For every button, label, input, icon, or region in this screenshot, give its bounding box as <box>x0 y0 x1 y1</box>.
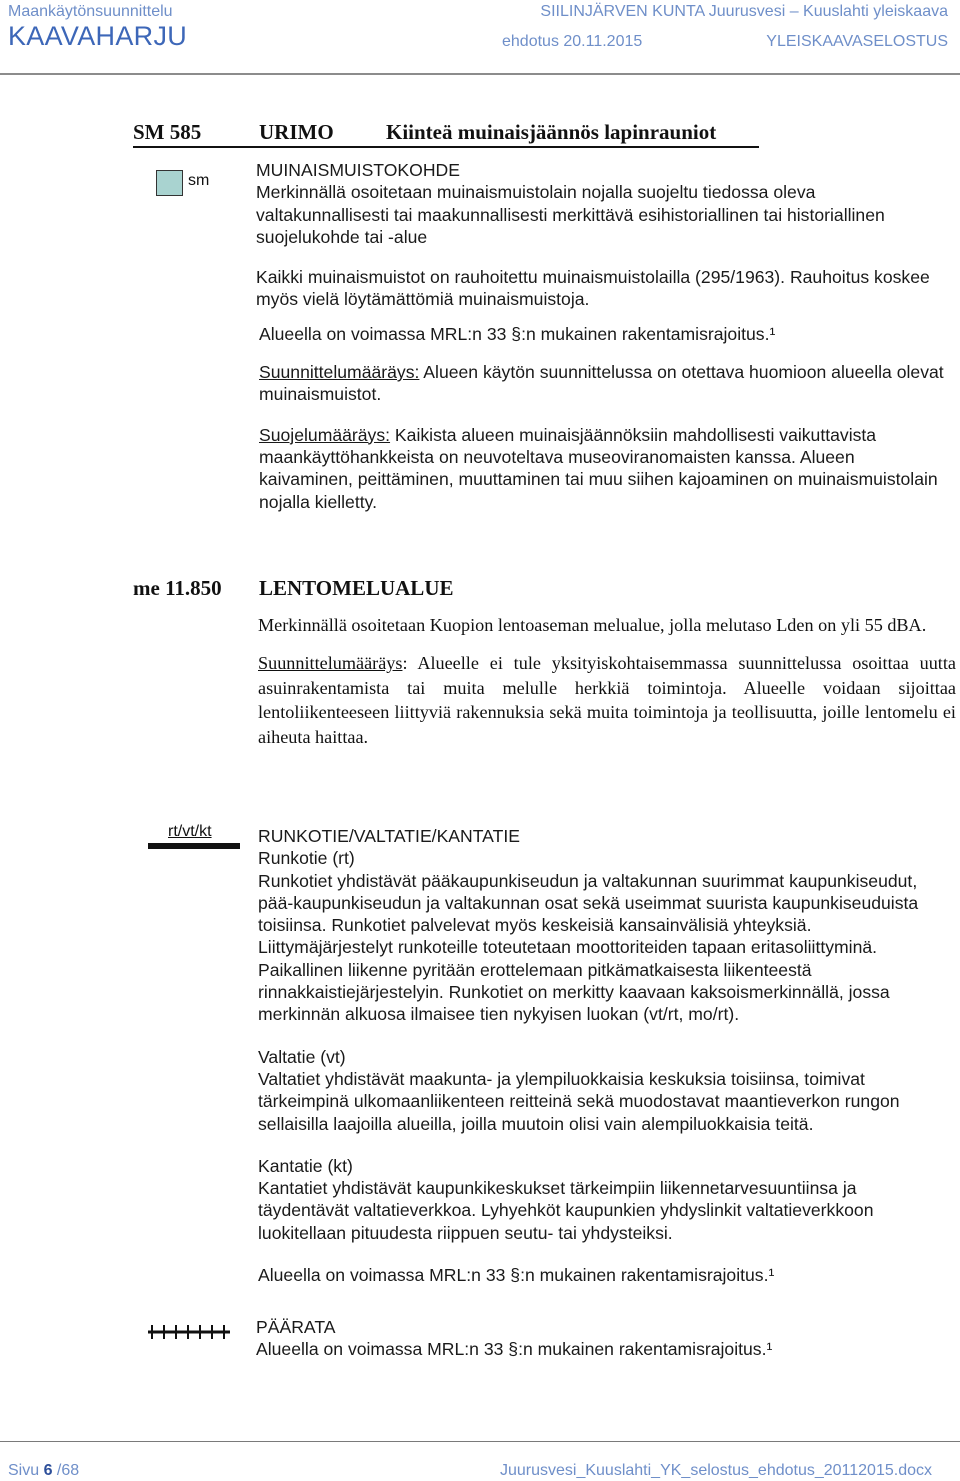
protection-regulation-text: Kaikista alueen muinaisjäännöksiin mahdollisesti vaikuttavista maankäyttöhankkeista on neuvoteltava museoviranomaisten kanssa. Alueen kaivaminen, peittäminen, muuttaminen tai muu siihen kajoaminen on muinaismuistolain nojalla kielletty. <box>259 424 938 512</box>
header-date: ehdotus 20.11.2015 <box>502 33 643 50</box>
road-para4: Alueella on voimassa MRL:n 33 §:n mukainen rakentamisrajoitus.¹ <box>258 1265 775 1286</box>
footer-divider <box>0 1441 960 1442</box>
road-sub3: Kantatie (kt) <box>258 1155 353 1176</box>
protection-regulation-label: Suojelumääräys: <box>259 424 391 445</box>
page-total: /68 <box>52 1462 80 1479</box>
me-para1: Merkinnällä osoitetaan Kuopion lentoaseman melualue, jolla melutaso Lden on yli 55 dBA. <box>258 615 927 635</box>
road-legend-block <box>258 825 946 1286</box>
road-para3: Kantatiet yhdistävät kaupunkikeskukset tärkeimpiin liikennetarvesuuntiinsa ja täydentävät valtatieverkkoa. Lyhyehköt kaupunkien yhdyslinkit valtatieverkkoon luokitellaan pituudesta riippuen seutu- tai yhdysteiksi. <box>258 1178 874 1243</box>
sm-legend-para4 <box>256 361 946 406</box>
sm-legend-label: sm <box>188 172 210 189</box>
sm-title-underline <box>133 146 759 148</box>
page-current: 6 <box>43 1462 53 1479</box>
road-heading: RUNKOTIE/VALTATIE/KANTATIE <box>258 826 520 846</box>
me-regulation-label: Suunnittelumääräys <box>258 653 403 674</box>
sm-name: URIMO <box>259 120 334 144</box>
road-para2: Valtatiet yhdistävät maakunta- ja ylempiluokkaisia keskuksia toisiinsa, toimivat tärkeimpinä ulkomaanliikenteen reitteinä sekä muodostavat maantieverkon rungon sellaisilla laajoilla alueilla, joilla muutoin olisi vain alempiluokkaisia teitä. <box>258 1068 900 1134</box>
sm-legend-heading: MUINAISMUISTOKOHDE <box>256 160 460 180</box>
header-doctype: YLEISKAAVASELOSTUS <box>766 33 948 50</box>
me-regulation-text: : Alueelle ei tule yksityiskohtaisemmassa suunnittelussa osoittaa uutta asuinrakentamista tai muita melulle herkkiä toimintoja. Alueelle voidaan sijoittaa lentoliikenteeseen liittyviä rakennuksia sekä muita toimintoja ja teollisuutta, joille lentomelu ei aiheuta haittaa. <box>258 653 956 747</box>
road-symbol-line <box>148 843 240 849</box>
rail-para1: Alueella on voimassa MRL:n 33 §:n mukainen rakentamisrajoitus.¹ <box>256 1339 773 1360</box>
sm-legend-para1: Merkinnällä osoitetaan muinaismuistolain nojalla suojeltu tiedossa oleva valtakunnallisesti tai maakunnallisesti merkittävä esihistoriallinen tai historiallinen suojelukohde tai -alue <box>256 182 885 247</box>
footer-filename: Juurusvesi_Kuuslahti_YK_selostus_ehdotus_20112015.docx <box>499 1462 932 1479</box>
railway-symbol-icon <box>146 1324 232 1340</box>
planning-regulation-label: Suunnittelumääräys: <box>259 362 420 383</box>
road-symbol-label: rt/vt/kt <box>168 823 212 840</box>
sm-description: Kiinteä muinaisjäännös lapinrauniot <box>386 120 717 144</box>
header-brand: KAAVAHARJU <box>8 21 188 51</box>
me-body <box>258 613 956 749</box>
road-sub2: Valtatie (vt) <box>258 1046 346 1067</box>
sm-legend-para2: Kaikki muinaismuistot on rauhoitettu muinaismuistolailla (295/1963). Rauhoitus koskee myös vielä löytämättömiä muinaismuistoja. <box>256 267 930 310</box>
sm-legend-swatch <box>156 170 183 196</box>
header-project: SIILINJÄRVEN KUNTA Juurusvesi – Kuuslahti yleiskaava <box>540 3 948 20</box>
header-company: Maankäytönsuunnittelu <box>8 3 173 20</box>
sm-legend-block <box>256 159 946 513</box>
sm-legend-para3: Alueella on voimassa MRL:n 33 §:n mukainen rakentamisrajoitus.¹ <box>259 323 776 344</box>
road-sub1: Runkotie (rt) <box>258 848 355 869</box>
me-title: LENTOMELUALUE <box>259 576 454 600</box>
road-para1: Runkotiet yhdistävät pääkaupunkiseudun ja valtakunnan suurimmat kaupunkiseudut, pää-kaupunkiseudun ja valtakunnan osat sekä useimmat suurista kaupunkiseuduista toisiinsa. Runkotiet palvelevat myös keskeisiä kansainvälisiä yhteyksiä. Liittymäjärjestelyt runkoteille toteutetaan moottoriteiden tapaan eritasoliittyminä. Paikallinen liikenne pyritään erottelemaan pitkämatkaisesta liikenteestä rinnakkaistiejärjestelyin. Runkotiet on merkitty kaavaan kaksoismerkinnällä, jossa merkinnän alkuosa ilmaisee tien nykyisen luokan (vt/rt, mo/rt). <box>258 870 919 1025</box>
sm-code: SM 585 <box>133 120 202 144</box>
sm-legend-para5 <box>256 424 946 513</box>
me-code: me 11.850 <box>133 576 222 600</box>
rail-heading: PÄÄRATA <box>256 1317 336 1337</box>
rail-legend-block <box>256 1316 946 1361</box>
planning-regulation-text: Alueen käytön suunnittelussa on otettava huomioon alueella olevat muinaismuistot. <box>259 362 944 405</box>
page-prefix: Sivu <box>8 1462 44 1479</box>
me-para2 <box>258 651 956 749</box>
header-divider <box>0 73 960 75</box>
page-number <box>8 1462 79 1480</box>
